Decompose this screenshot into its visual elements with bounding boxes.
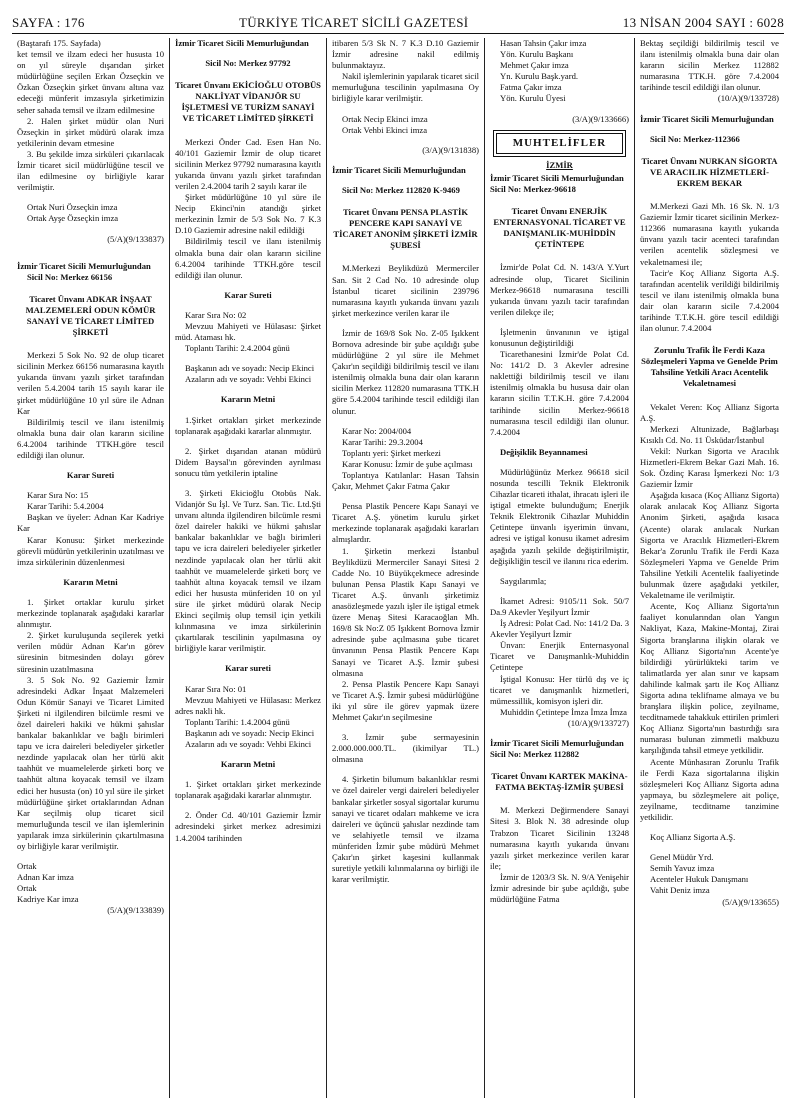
registry-office: İzmir Ticaret Sicili Memurluğundan [490,172,624,183]
registry-office: İzmir Ticaret Sicili Memurluğundan [17,260,151,271]
section-box-title: MUHTELİFLER [496,133,623,154]
trade-name-title: Ticaret Ünvanı PENSA PLASTİK PENCERE KAPI SANAYİ VE TİCARET ANONİM ŞİRKETİ İZMİR ŞUBESİ [333,207,478,251]
paragraph: Şirket müdürlüğüne 10 yıl süre ile Necip Ekinci'nin atandığı şirket merkezinin İzmir de 5/3 Sok No. 7 K.3 D.10 Gaziemir adresine nakil edildiği [175,192,321,236]
column-5 [634,38,784,1098]
company-signature: Koç Allianz Sigorta A.Ş. [650,832,736,843]
signature-line: Hasan Tahsin Çakır imza [500,38,587,48]
continued-note: (Baştarafı 175. Sayfada) [17,38,101,48]
reference-code: (3/A)(9/131838) [422,144,479,155]
signature-line: Vahit Deniz imza [650,885,710,896]
decision-line: Toplantı yeri: Şirket merkezi [342,447,441,458]
signature-line: Genel Müdür Yrd. [650,852,714,863]
decision-line: Karar Konusu: Şirket merkezinde görevli müdürün yetkilerinin uzatılması ve imza sirkülerinin düzenlenmesi [17,534,165,567]
city-heading: İZMİR [546,159,573,170]
decision-line: Toplantı Tarihi: 1.4.2004 günü [185,716,290,727]
decision-line: Toplantı Tarihi: 2.4.2004 günü [185,343,290,354]
section-heading: Karar Sureti [224,289,272,300]
paragraph: Vekil: Nurkan Sigorta ve Aracılık Hizmetleri-Ekrem Bekar Gazi Mah. 16. Sok. Özdinç Karası İşmerkezi No: 1/3 Gaziemir İzmir [640,445,779,490]
paragraph: M.Merkezi Gazi Mh. 16 Sk. N. 1/3 Gaziemir İzmir ticaret sicilinin Merkez-112366 numarasına kayıtlı yukarıda ünvanı yazılı tacir acenteci tarafından verilen acentelik sözleşmesi ve vekaletnamesi ile; [640,201,779,267]
decision-line: Azaların adı ve soyadı: Vehbi Ekinci [185,374,312,385]
paragraph: Vekalet Veren: Koç Allianz Sigorta A.Ş. [640,401,779,423]
registry-number: Sicil No: Merkez-112366 [650,133,740,144]
paragraph: İzmir'de Polat Cd. N. 143/A Y.Yurt adresinde olup, Ticaret Sicilinin Merkez-96618 numarasına tescilli yukarıda ünvanı yazılı tacir tarafından verilen dilekçe ile; [490,262,629,317]
signature-line: Kadriye Kar imza [17,894,79,905]
paragraph: İşletmenin ünvanının ve iştigal konusunun değiştirildiği [490,326,629,348]
paragraph: 1. Şirketin merkezi İstanbul Beylikdüzü Mermerciler Sanayi Sitesi 2 Cadde No. 10 Büyükçekmece adresinde bulunan Pensa Plastik Kapı Sanayi ve Ticaret A.Ş. ünvanlı şirketimiz anasözleşmede yazılı işler ile iştigal etmek üzere Menaş Sitesi Karacaoğlan Mh. 169/8 Sk No:Z 05 Işıkkent Bornova İzmir adresinde şube açılmasına şube ticaret ünvanının Pensa Plastik Pencere Kapı Sanayi ve Ticaret A.Ş. İzmir şubesi olmasına [332,545,479,678]
decision-line: Başkanın adı ve soyadı: Necip Ekinci [185,363,315,374]
trade-name-title: Ticaret Ünvanı EKİCİOĞLU OTOBÜS NAKLİYAT VİDANJÖR SU İŞLETMESİ VE TURİZM SANAYİ VE TİCARET LİMİTED ŞİRKETİ [175,80,321,124]
signature-line: Fatma Çakır imza [500,82,562,93]
reference-code: (5/A)(9/133839) [107,905,164,916]
paragraph: Müdürlüğünüz Merkez 96618 sicil nosunda tescilli Teknik Elektronik Cihazlar ticareti ithalat, ihracatı işleri ile iştigal etmekte bulunduğum; Enerjik Teknik Elektronik Cihazlar Muhiddin Çetintepe ünvanlı işyerimin ünvanı, adresi ve iştigal konusu ikamet adresim aşağıda yazılı şekilde değiştirilmiştir, değişikliğin tescil ve ilanını rica ederim. [490,466,629,566]
page-number: SAYFA : 176 [12,15,85,30]
page-header [12,12,784,34]
paragraph: Pensa Plastik Pencere Kapı Sanayi ve Ticaret A.Ş. yönetim kurulu şirket merkezinde toplanarak aşağıdaki kararları almışlardır. [332,501,479,545]
paragraph: 2. Halen şirket müdür olan Nuri Özseçkin in şirket müdürü olarak imza yetkilerinin devam etmesine [17,115,164,148]
registry-number: Sicil No: Merkez-96618 [490,183,576,194]
decision-line: Karar Konusu: İzmir de şube açılması [342,458,473,469]
paragraph: Acente, Koç Allianz Sigorta'nın faaliyet konularından olan Yangın Nakliyat, Kaza, Makine-Montaj, Zirai Sigorta branşlarına ilişkin olarak ve Koç Allianz Sigorta'nın Acente'ye bildirdiği yürürlükteki tarim ve talimatlarda yer alan sınır ve kapsam dahilinde kalmak şartı ile Koç Allianz Sigorta adına teklifname almaya ve bu branşlara ilişkin police, zeyilname, tecditnamede tahakkuk ettirilen primleri Koç Allianz Sigorta'nın bastırdığı sıra numarası bulunan zimmetli makbuzu karşılığında tahsil etmeye yetkilidir. [640,601,779,756]
section-heading: Değişiklik Beyannamesi [500,446,588,457]
column-3 [326,38,484,1098]
paragraph: 3. Bu şekilde imza sirküleri çıkarılacak İzmir ticaret sicil müdürlüğüne tescil ve ilan edilmesine oy birliğiyle karar verilmiştir. [17,148,164,193]
section-heading: Karar sureti [225,663,271,674]
signature-line: Mehmet Çakır imza [500,60,569,71]
signature-line: Ortak [17,861,37,872]
decision-line: Karar Tarihi: 29.3.2004 [342,436,423,447]
paragraph: M. Merkezi Değirmendere Sanayi Sitesi 3. Blok N. 38 adresinde olup Trabzon Ticaret Sicilinin 13248 numarasına kayıtlı yukarıda ünvanı yazılı şirket merkezince verilen karar ile; [490,805,629,871]
paragraph: Bektaş seçildiği bildirilmiş tescil ve ilanı istenilmiş olmakla buna dair olan kararın sicilin Merkez 112882 numarasına TTK.H. göre 7.4.2004 tarihinde tescil edildiği ilan olunur. [640,38,779,93]
trade-name-title: Ticaret Ünvanı ADKAR İNŞAAT MALZEMELERİ ODUN KÖMÜR SANAYİ VE TİCARET LİMİTED ŞİRKETİ [25,293,156,338]
signature-line: Ortak [17,883,37,894]
signature-line: Adnan Kar imza [17,872,74,883]
registry-office: İzmir Ticaret Sicili Memurluğundan [640,113,774,124]
decision-line: Başkan ve üyeler: Adnan Kar Kadriye Kar [17,512,164,534]
paragraph: 1.Şirket ortakları şirket merkezinde toplanarak aşağıdaki kararlar alınmıştır. [175,414,321,436]
trade-name-title: Ticaret Ünvanı KARTEK MAKİNA-FATMA BEKTAŞ-İZMİR ŞUBESİ [491,771,628,793]
signature-line: Yn. Kurulu Başk.yard. [500,71,579,82]
registry-office: İzmir Ticaret Sicili Memurluğundan [175,38,309,48]
address-line: Ünvan: Enerjik Enternasyonal Ticaret ve Danışmanlık-Muhiddin Çetintepe [490,640,629,673]
decision-line: Karar No: 2004/004 [342,425,412,436]
paragraph: 1. Şirket ortakları şirket merkezinde toplanarak aşağıdaki kararlar alınmıştır. [175,779,321,801]
signature-line: Acenteler Hukuk Danışmanı [650,874,749,885]
paragraph: Merkezi Altunizade, Bağlarbaşı Kısıklı Cd. No. 11 Üsküdar/İstanbul [640,423,779,445]
section-heading: Kararın Metni [220,759,276,770]
paragraph: 4. Şirketin bilumum bakanlıklar resmi ve özel daireler vergi daireleri belediyeler bankalar şirketler sosyal sigortalar kurumu sanayi ve ticaret odaları mahkeme ve icra daireleri ve üçüncü şahıslar nezdinde tam ve selahiyetle temsil ve ilzama münferiden İzmir şube müdürü Mehmet Çakır'ın şirket kaşesini kullanmak suretiyle yetkili kılınmalarına oy birliği ile karar verilmiştir. [332,774,480,885]
paragraph: 1. Şirket ortaklar kurulu şirket merkezinde toplanarak aşağıdaki kararlar alınmıştır. [17,596,164,630]
decision-line: Karar Tarihi: 5.4.2004 [27,501,104,512]
paragraph: Bildirilmiş tescil ve ilanı istenilmiş olmakla buna dair olan kararın siciline 6.4.2004 tarihinde TTKH.göre tescil edildiği ilan olunur. [175,236,321,280]
decision-line: Karar Sıra No: 01 [185,683,247,694]
registry-number: Sicil No: Merkez 66156 [27,271,113,282]
decision-line: Karar Sıra No: 02 [185,309,247,320]
paragraph: İzmir de 169/8 Sok No. Z-05 Işıkkent Bornova adresinde bir şube açıldığı şube müdürlüğüne 2 yıl süre ile Mehmet Çakır'ın seçildiği bildirilmiş tescil ve ilanı istenilmiş olmakla buna dair olan kararın sicilin Merkez 112820 numarasına TTK.H göre 5.4.2004 tarihinde tescil edildiği ilan olunur. [332,327,479,416]
decision-line: Azaların adı ve soyadı: Vehbi Ekinci [185,738,312,749]
column-1 [12,38,169,1098]
paragraph: İzmir de 1203/3 Sk. N. 9/A Yenişehir İzmir adresinde bir şube açıldığı, şube müdürlüğüne Fatma [490,871,629,905]
signature-line: Yön. Kurulu Üyesi [500,93,566,104]
signature-line: Ortak Nuri Özseçkin imza [27,202,118,213]
paragraph: M.Merkezi Beylikdüzü Mermerciler San. Sit 2 Cad No. 10 adresinde olup İstanbul ticaret sicilinin 239796 numarasına kayıtlı yukarıda ünvanı yazılı şirket merkezince verilen karar ile [332,263,479,318]
signature-line: Yön. Kurulu Başkanı [500,49,574,60]
paragraph: itibaren 5/3 Sk N. 7 K.3 D.10 Gaziemir İzmir adresine nakil edilmiş bulunmaktayız. [332,38,479,71]
address-line: Muhiddin Çetintepe İmza İmza İmza [500,706,627,717]
reference-code: (3/A)(9/133666) [572,113,629,124]
trade-name-title: Ticaret Ünvanı ENERJİK ENTERNASYONAL TİCARET VE DANIŞMANLIK-MUHİDDİN ÇETİNTEPE [493,206,626,250]
paragraph: Aşağıda kısaca (Koç Allianz Sigorta) olarak anılacak Koç Allianz Sigorta Anonim Şirketi, aşağıda kısaca (Acente) olarak anılacak Nurkan Sigorta ve Aracılık Hizmetleri-Ekrem Bekar'a Zorunlu Trafik ile Ferdi Kaza Sözleşmeleri Yapma ve Genelde Prim Tahsiline Yetkili Acentelik faaliyetinde bulunmak üzere aşağıdaki yetkiler, Vekaletname ile verilmiştir. [640,490,779,601]
decision-line: Mevzuu Mahiyeti ve Hülasası: Şirket müd. Ataması hk. [175,320,321,343]
registry-number: Sicil No: Merkez 112882 [490,749,580,760]
header-rule [12,33,784,34]
paragraph: 3. İzmir şube sermayesinin 2.000.000.000.TL. (ikimilyar TL.) olmasına [332,732,479,765]
paragraph: Merkezi Önder Cad. Esen Han No. 40/101 Gaziemir İzmir de olup ticaret sicilinin Merkez 97792 numarasına kayıtlı yukarıda ünvanı yazılı şirket tarafından verilen 2.4.2004 tarih 2 sayılı karar ile [175,136,321,191]
reference-code: (5/A)(9/133837) [107,233,164,244]
address-line: İştigal Konusu: Her türlü dış ve iç ticaret ve danışmanlık hizmetleri, mümessillik, komisyon işleri dir. [490,673,629,706]
column-2 [169,38,326,1098]
address-line: İş Adresi: Polat Cad. No: 141/2 Da. 3 Akevler Yeşilyurt İzmir [490,618,629,640]
issue-date: 13 NİSAN 2004 SAYI : 6028 [622,15,784,30]
paragraph: Bildirilmiş tescil ve ilanı istenilmiş olmakla buna dair olan kararın siciline 6.4.2004 tarihinde TTKH.göre tescil edildiği ilan olunur. [17,416,164,460]
signature-line: Ortak Vehbi Ekinci imza [342,124,428,135]
columns [12,38,784,1098]
registry-number: Sicil No: Merkez 97792 [205,58,291,69]
paragraph: 2. Pensa Plastik Pencere Kapı Sanayi ve Ticaret A.Ş. İzmir şubesi müdürlüğüne iki yıl süre ile görev yapmak üzere Mehmet Çakır'ın seçilmesine [332,678,479,722]
decision-line: Toplantıya Katılanlar: Hasan Tahsin Çakır, Mehmet Çakır Fatma Çakır [332,470,479,492]
paragraph: 3. 5 Sok No. 92 Gaziemir İzmir adresindeki Adkar İnşaat Malzemeleri Odun Kömür Sanayi ve Ticaret Limited Şirketi ni ilgilendiren bilcümle resmi ve özel daireleri hakiki ve hükmi şahıslar bankalar bakanlıklar ve bağlı birimleri tapu ve icra daireleri belediyeler şirketler nezdinde yapılacak olan her türlü akit taahhüt ve muamelelerde şirketi borç ve taahhüt altına koyacak temsil ve ilzam edici her hususta (on) 10 yıl süre ile şirket müdürlüğüne şirket ortaklarından Adnan Kar seçilmiş olup ticaret sicil memurluğunda tescil ve ilan işlemlerinin yapılarak imza sirkülerinin çıkartılmasına oy birliğiyle karar verilmiştir. [17,674,164,851]
decision-line: Karar Sıra No: 15 [27,490,89,501]
decision-line: Mevzuu Mahiyeti ve Hülasası: Merkez adres nakli hk. [175,694,321,716]
registry-office: İzmir Ticaret Sicili Memurluğundan [490,737,624,748]
paragraph: Acente Münhasıran Zorunlu Trafik ile Ferdi Kaza sigortalarına ilişkin sözleşmeleri Koç Allianz Sigorta adına yapmaya, bu sözleşmelere ait poliçe, zeyilname, tecditname tanzimine yetkilidir. [640,756,779,822]
paragraph: ket temsil ve ilzam edeci her hususta 10 on yıl süreyle dışarıdan şirket müdürlüğüne seçilen Erkan Özseçkin ve Özkan Özseçkin şirket ünvanı altına vaz edeceği münferit imzasıyla şirketimizin seher sahada temsil ve ilzam edilmesine [17,49,164,115]
paragraph: Saygılarımla; [500,575,547,586]
paragraph: Tacir'e Koç Allianz Sigorta A.Ş. tarafından acentelik verildiği bildirilmiş tescil ve ilanı istenilmiş olmakla buna dair olan kararın sicile 7.4.2004 tarihinde T.T.K.H. göre tescil edildiği ilan olunur. 7.4.2004 [640,267,779,334]
section-heading: Karar Sureti [66,470,115,481]
signature-line: Ortak Necip Ekinci imza [342,113,428,124]
power-of-attorney-heading: Zorunlu Trafik İle Ferdi Kaza Sözleşmeleri Yapma ve Genelde Prim Tahsiline Yetkili Aracı Acentelik Vekaletnamesi [641,345,778,389]
signature-line: Semih Yavuz imza [650,863,715,874]
paragraph: 2. Şirket kuruluşunda seçilerek yetki verilen müdür Adnan Kar'ın görev süresinin bitmesinden dolayı görev süresinin uzatılmasına [17,630,164,674]
registry-number: Sicil No: Merkez 112820 K-9469 [342,184,460,195]
paragraph: Nakil işlemlerinin yapılarak ticaret sicil memurluğuna tescilinin yapılmasına Oy birliğiyle karar verilmiştir. [332,71,479,104]
column-4 [484,38,634,1098]
address-line: İkamet Adresi: 9105/11 Sok. 50/7 Da.9 Akevler Yeşilyurt İzmir [490,595,629,617]
gazette-title: TÜRKİYE TİCARET SİCİLİ GAZETESİ [239,15,469,30]
paragraph: 2. Şirket dışarıdan atanan müdürü Didem Baysal'ın görevinden ayrılması sonucu tüm yetkilerin iptaline [175,445,321,478]
signature-line: Ortak Ayşe Özseçkin imza [27,213,119,224]
decision-line: Başkanın adı ve soyadı: Necip Ekinci [185,727,315,738]
paragraph: 2. Önder Cd. 40/101 Gaziemir İzmir adresindeki şirket merkez adresimizi 1.4.2004 tarihinden [175,810,321,843]
reference-code: (10/A)(9/133727) [567,717,629,728]
paragraph: Ticarethanesini İzmir'de Polat Cd. No: 141/2 D. 3 Akevler adresine naklettiği bildirilmiş tescil ve ilanı istenilmiş olmakla bu hususa dair olan kararın sicilin T.T.K.H. göre 7.4.2004 tarihinde sicilin Merkez-96618 numarasına tescil edildiği ilan olunur. 7.4.2004 [490,349,629,437]
paragraph: 3. Şirketi Ekicioğlu Otobüs Nak. Vidanjör Su İşl. Ve Turz. San. Tic. Ltd.Şti unvanı altında ilgilendiren bilcümle resmi özel daireler hakiki ve hükmi şahıslar bankalar bakanlıklar ve bağlı birimleri tapu ve icra daireleri belediyeler şirketler nezdinde yapılacak olan her türlü akit taahhüt ve muamelelerde şirketi borç ve taahhüt altına koyacak temsil ve ilzam edici her hususta münferiden 10 on yıl süre ile şirket müdürü olarak Necip Ekinci seçilmiş olup temsil için yetkili kılınmasına ve imza sirkülerinin çıkartılarak tescilinin yapılmasına oy birliğiyle karar verilmiştir. [175,488,321,654]
paragraph: Merkezi 5 Sok No. 92 de olup ticaret sicilinin Merkez 66156 numarasına kayıtlı yukarıda ünvanı yazılı şirket tarafından verilen 5.4.2004 tarih 15 sayılı karar ile şirket müdürlüğüne 10 yıl süre ile Adnan Kar [17,350,164,416]
reference-code: (5/A)(9/133655) [722,896,779,907]
section-heading: Kararın Metni [220,394,276,405]
registry-office: İzmir Ticaret Sicili Memurluğundan [332,164,466,175]
section-heading: Kararın Metni [63,576,118,587]
trade-name-title: Ticaret Ünvanı NURKAN SİGORTA VE ARACILIK HİZMETLERİ-EKREM BEKAR [641,155,778,188]
reference-code: (10/A)(9/133728) [717,93,779,104]
